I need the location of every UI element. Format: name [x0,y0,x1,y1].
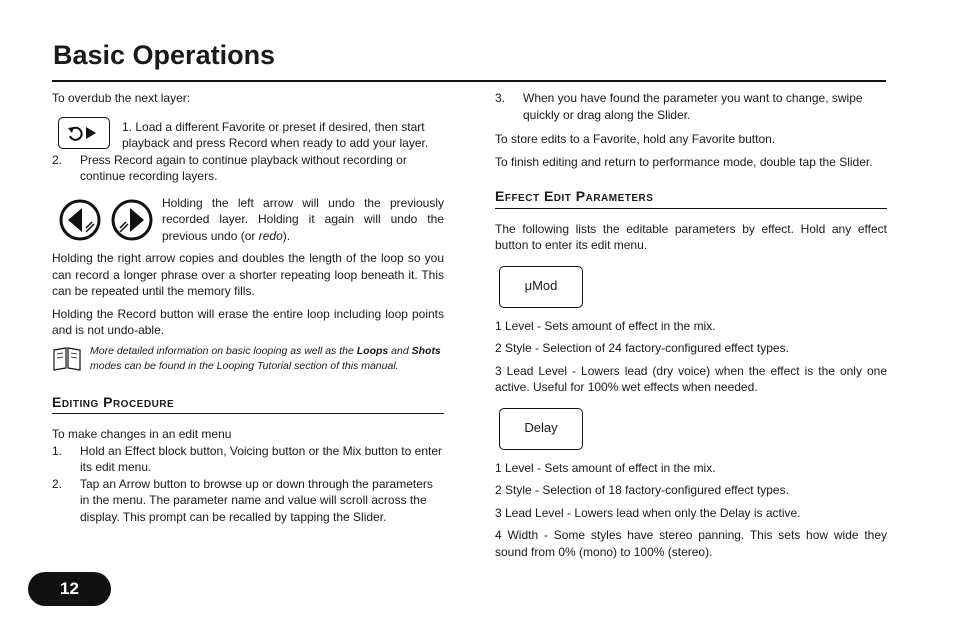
note-and: and [388,344,412,357]
arrow-buttons-illustration [58,198,154,245]
step1-row [52,115,444,152]
delay-item-4: 4 Width - Some styles have stereo panning. This sets how wide they sound from 0% (mono) to 100% (stereo). [495,528,887,559]
edit-step-2-number: 2. [52,476,63,491]
record-paragraph: Holding the Record button will erase the entire loop including loop points and is not undo-able. [52,306,444,337]
note-a: More detailed information on basic looping as well as the [90,344,357,357]
edit-intro: To make changes in an edit menu [52,427,232,441]
edit-step-1-text: Hold an Effect block button, Voicing button or the Mix button to enter its edit menu. [80,443,443,474]
left-arrow-icon [58,198,102,242]
arrow-text-b: ). [282,228,291,243]
arrow-text-a: Holding the left arrow will undo the previously recorded layer. Holding it again will undo the previous undo (or [162,195,444,243]
overdub-heading: To overdub the next layer: [52,91,191,105]
edit-step-1-number: 1. [52,443,63,458]
page-title: Basic Operations [53,40,276,70]
delay-item-3: 3 Lead Level - Lowers lead when only the Delay is active. [495,505,801,520]
finish-text: To finish editing and return to performance mode, double tap the Slider. [495,154,873,169]
page-number-badge [28,572,111,606]
edit-step-1 [52,443,444,476]
arrow-text [162,195,444,245]
note-b: modes can be found in the Looping Tutorial section of this manual. [90,359,399,372]
umod-item-1: 1 Level - Sets amount of effect in the mix. [495,318,716,333]
delay-button-illustration [499,408,583,450]
editing-heading: Editing Procedure [52,393,175,410]
edit-step-2-text: Tap an Arrow button to browse up or down through the parameters in the menu. The parameter name and value will scroll across the display. This prompt can be recalled by tapping the Slider. [80,476,433,524]
umod-item-3: 3 Lead Level - Lowers lead (dry voice) when the effect is the only one active. Useful for 100% wet effects when needed. [495,363,887,394]
umod-button-illustration [499,266,583,308]
loop-play-button-illustration [58,117,110,149]
editing-section-header [52,394,444,415]
left-column [52,90,444,525]
note-shots: Shots [411,344,441,357]
step2-number: 2. [52,152,63,167]
loop-play-icon [66,124,102,142]
step3-number: 3. [495,91,506,105]
arrow-row [52,195,444,245]
effect-heading: Effect Edit Parameters [495,188,654,204]
effect-section-header [495,188,887,209]
step3-text: When you have found the parameter you want to change, swipe quickly or drag along the Slider. [523,91,863,122]
edit-step-2 [52,476,444,526]
step2-row [52,152,444,185]
note-loops: Loops [356,344,389,357]
delay-item-2: 2 Style - Selection of 18 factory-configured effect types. [495,483,789,497]
title-rule [52,80,886,82]
redo-word: redo [258,228,283,243]
step1-text: 1. Load a different Favorite or preset if desired, then start playback and press Record when ready to add your layer. [122,119,429,150]
umod-label: μMod [524,278,558,294]
note-text [90,344,444,374]
right-arrow-paragraph: Holding the right arrow copies and doubles the length of the loop so you can record a longer phrase over a shorter repeating loop beneath it. This can be repeated until the memory fills. [52,251,444,298]
page-number: 12 [60,579,79,598]
effect-rule [495,208,887,209]
delay-item-1: 1 Level - Sets amount of effect in the mix. [495,460,716,475]
delay-label: Delay [524,420,558,436]
right-arrow-icon [110,198,154,242]
editing-rule [52,413,444,414]
note-row [52,344,444,374]
book-icon [52,344,82,372]
step3-row [495,90,887,123]
umod-item-2: 2 Style - Selection of 24 factory-configured effect types. [495,341,789,355]
store-text: To store edits to a Favorite, hold any Favorite button. [495,132,776,146]
effect-intro: The following lists the editable parameters by effect. Hold any effect button to enter its edit menu. [495,221,887,252]
step2-text: Press Record again to continue playback without recording or continue recording layers. [80,152,407,183]
right-column [495,90,887,560]
